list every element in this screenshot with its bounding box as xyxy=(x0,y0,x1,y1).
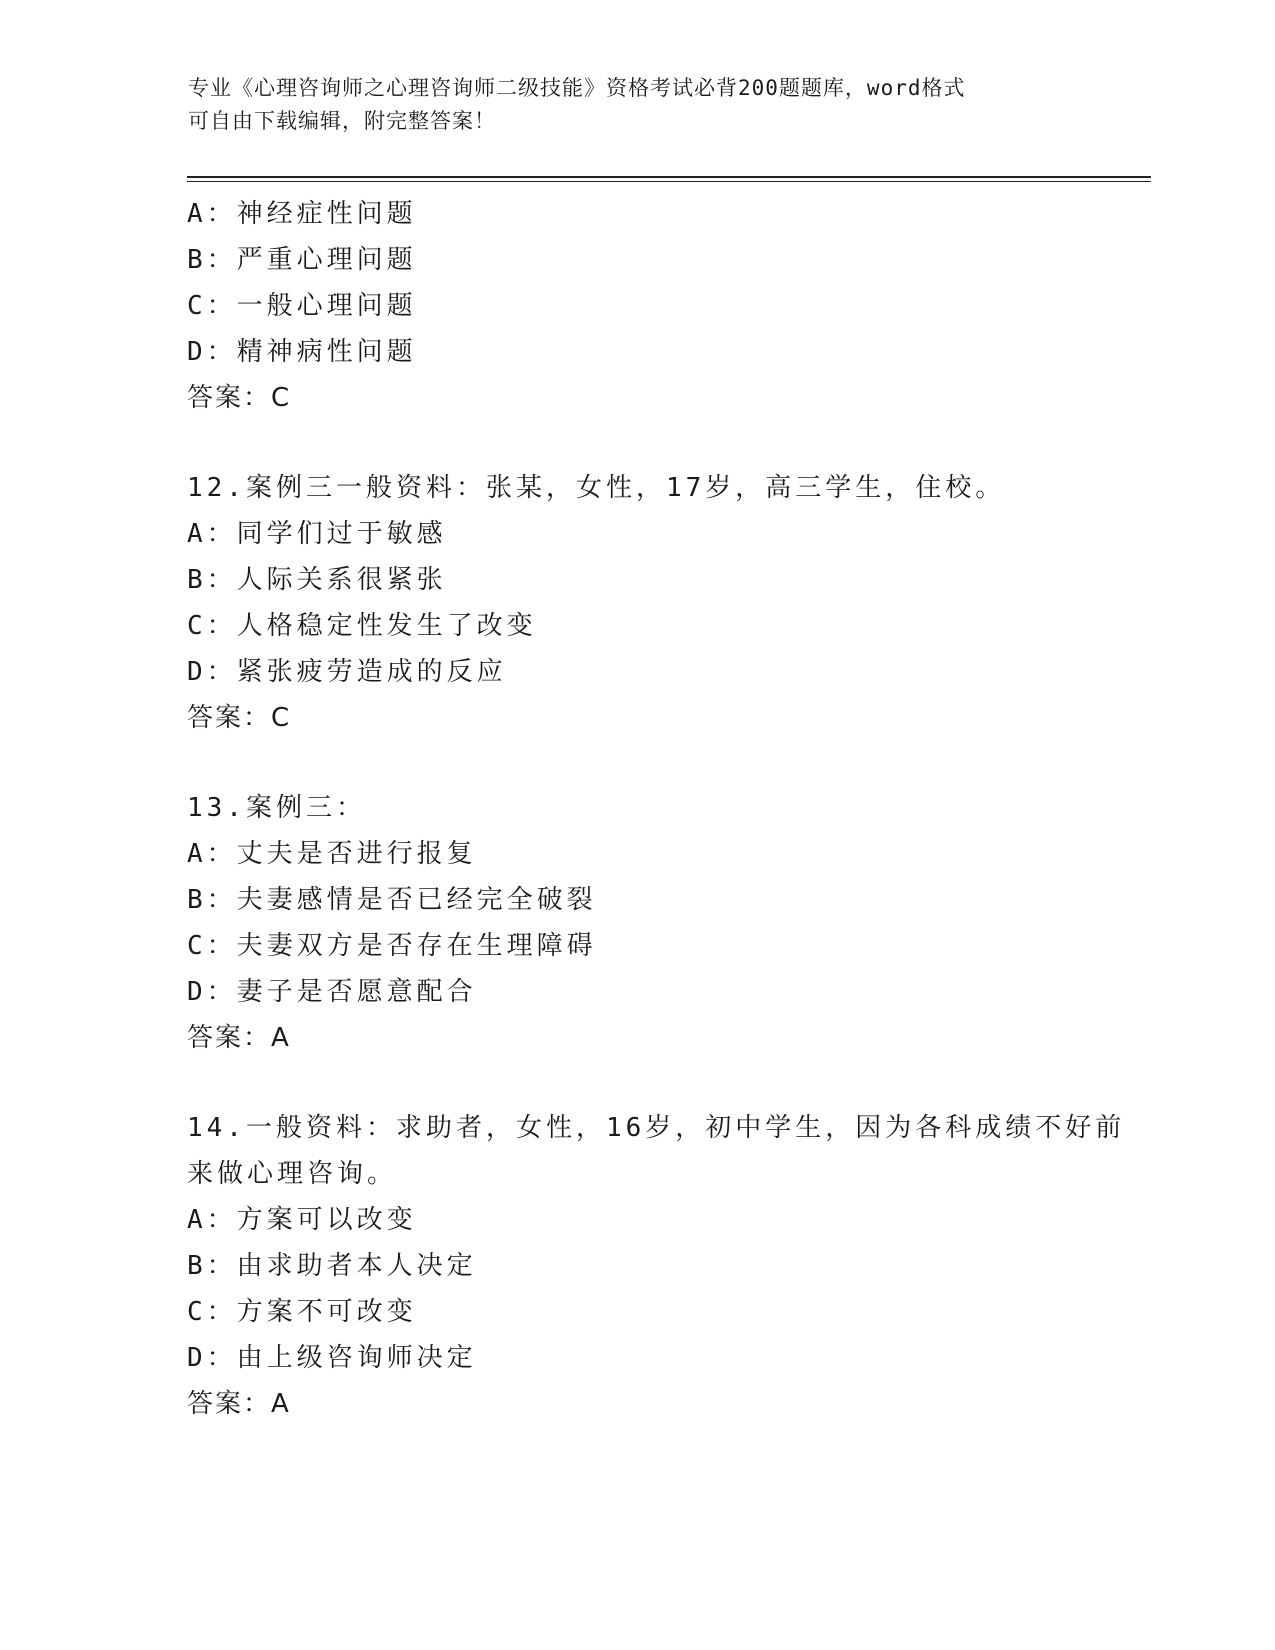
answer: 答案：C xyxy=(187,383,292,413)
header-line-1: 专业《心理咨询师之心理咨询师二级技能》资格考试必背200题题库，word格式 xyxy=(188,76,966,100)
option-b: B：由求助者本人决定 xyxy=(187,1251,477,1281)
question-12 xyxy=(187,465,1087,741)
answer: 答案：A xyxy=(187,1389,291,1419)
option-a: A：方案可以改变 xyxy=(187,1205,417,1235)
answer: 答案：C xyxy=(187,703,292,733)
question-11 xyxy=(187,191,1087,421)
question-text-line-1: 14.一般资料：求助者，女性，16岁，初中学生，因为各科成绩不好前 xyxy=(187,1113,1126,1143)
option-c: C：夫妻双方是否存在生理障碍 xyxy=(187,931,597,961)
option-b: B：人际关系很紧张 xyxy=(187,565,447,595)
option-c: C：一般心理问题 xyxy=(187,291,417,321)
option-a: A：丈夫是否进行报复 xyxy=(187,839,477,869)
option-b: B：夫妻感情是否已经完全破裂 xyxy=(187,885,597,915)
option-d: D：妻子是否愿意配合 xyxy=(187,977,477,1007)
option-d: D：由上级咨询师决定 xyxy=(187,1343,477,1373)
question-14 xyxy=(187,1105,1126,1427)
answer: 答案：A xyxy=(187,1023,291,1053)
option-c: C：人格稳定性发生了改变 xyxy=(187,611,537,641)
option-a: A：神经症性问题 xyxy=(187,199,417,229)
option-b: B：严重心理问题 xyxy=(187,245,417,275)
option-d: D：紧张疲劳造成的反应 xyxy=(187,657,507,687)
document-header xyxy=(188,72,1088,138)
option-d: D：精神病性问题 xyxy=(187,337,417,367)
header-rule-thin xyxy=(187,181,1151,182)
question-text-line-2: 来做心理咨询。 xyxy=(187,1159,398,1189)
option-c: C：方案不可改变 xyxy=(187,1297,417,1327)
option-a: A：同学们过于敏感 xyxy=(187,519,447,549)
question-13 xyxy=(187,785,1087,1061)
question-text: 13.案例三： xyxy=(187,793,366,823)
header-line-2: 可自由下载编辑，附完整答案！ xyxy=(188,109,496,133)
header-rule-thick xyxy=(187,176,1151,178)
question-text: 12.案例三一般资料：张某，女性，17岁，高三学生，住校。 xyxy=(187,473,1006,503)
question-list xyxy=(187,191,1126,1427)
